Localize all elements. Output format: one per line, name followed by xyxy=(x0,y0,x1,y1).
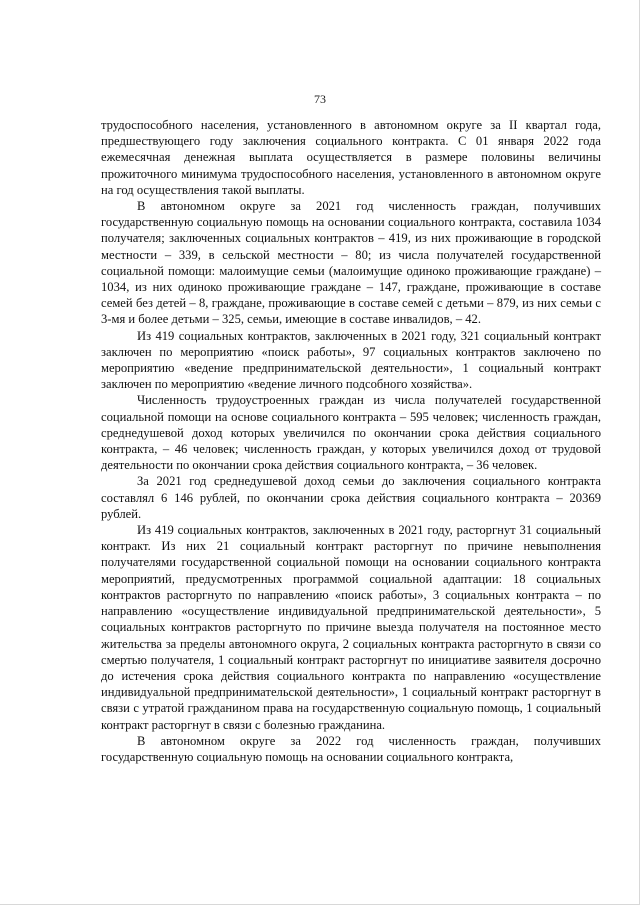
paragraph: За 2021 год среднедушевой доход семьи до заключения социального контракта составлял 6 146 рублей, по окончании срока действия социального контракта – 20369 рублей. xyxy=(101,474,601,521)
page-number: 73 xyxy=(314,92,326,106)
paragraph: В автономном округе за 2022 год численность граждан, получивших государственную социальную помощь на основании социального контракта, xyxy=(101,733,601,764)
paragraph-continuation: трудоспособного населения, установленного в автономном округе за II квартал года, предшествующего году заключения социального контракта. С 01 января 2022 года ежемесячная денежная выплата осуществляется в размере половины величины прожиточного минимума трудоспособного населения, установленного в автономном округе на год осуществления такой выплаты. xyxy=(101,118,601,197)
paragraph: Из 419 социальных контрактов, заключенных в 2021 году, расторгнут 31 социальный контракт. Из них 21 социальный контракт расторгнут по причине невыполнения получателями государственной социальной помощи на основании социального контракта мероприятий, предусмотренных программой социальной адаптации: 18 социальных контрактов расторгнуто по направлению «поиск работы», 3 социальных контракта – по направлению «осуществление индивидуальной предпринимательской деятельности», 5 социальных контрактов расторгнуто по причине выезда получателя на постоянное место жительства за пределы автономного округа, 2 социальных контракта расторгнуто в связи со смертью получателя, 1 социальный контракт расторгнут по инициативе заявителя досрочно до истечения срока действия социального контракта по направлению «осуществление индивидуальной предпринимательской деятельности», 1 социальный контракт расторгнут в связи с утратой гражданином права на государственную социальную помощь, 1 социальный контракт расторгнут в связи с болезнью гражданина. xyxy=(101,523,601,732)
document-body xyxy=(101,117,601,765)
paragraph: Численность трудоустроенных граждан из числа получателей государственной социальной помощи на основе социального контракта – 595 человек; численность граждан, среднедушевой доход которых увеличился по окончании срока действия социального контракта, – 46 человек; численность граждан, у которых увеличился доход от трудовой деятельности по окончании срока действия социального контракта, – 36 человек. xyxy=(101,393,601,473)
paragraph: Из 419 социальных контрактов, заключенных в 2021 году, 321 социальный контракт заключен по мероприятию «поиск работы», 97 социальных контрактов заключено по мероприятию «ведение предпринимательской деятельности», 1 социальный контракт заключен по мероприятию «ведение личного подсобного хозяйства». xyxy=(101,328,601,392)
paragraph: В автономном округе за 2021 год численность граждан, получивших государственную социальную помощь на основании социального контракта, составила 1034 получателя; заключенных социальных контрактов – 419, из них проживающие в городской местности – 339, в сельской местности – 80; из числа получателей государственной социальной помощи: малоимущие семьи (малоимущие одиноко проживающие граждане) – 1034, из них одиноко проживающие граждане – 147, граждане, проживающие в составе семей без детей – 8, граждане, проживающие в составе семей с детьми – 879, из них семьи с 3-мя и более детьми – 325, семьи, имеющие в составе инвалидов, – 42. xyxy=(101,199,601,327)
